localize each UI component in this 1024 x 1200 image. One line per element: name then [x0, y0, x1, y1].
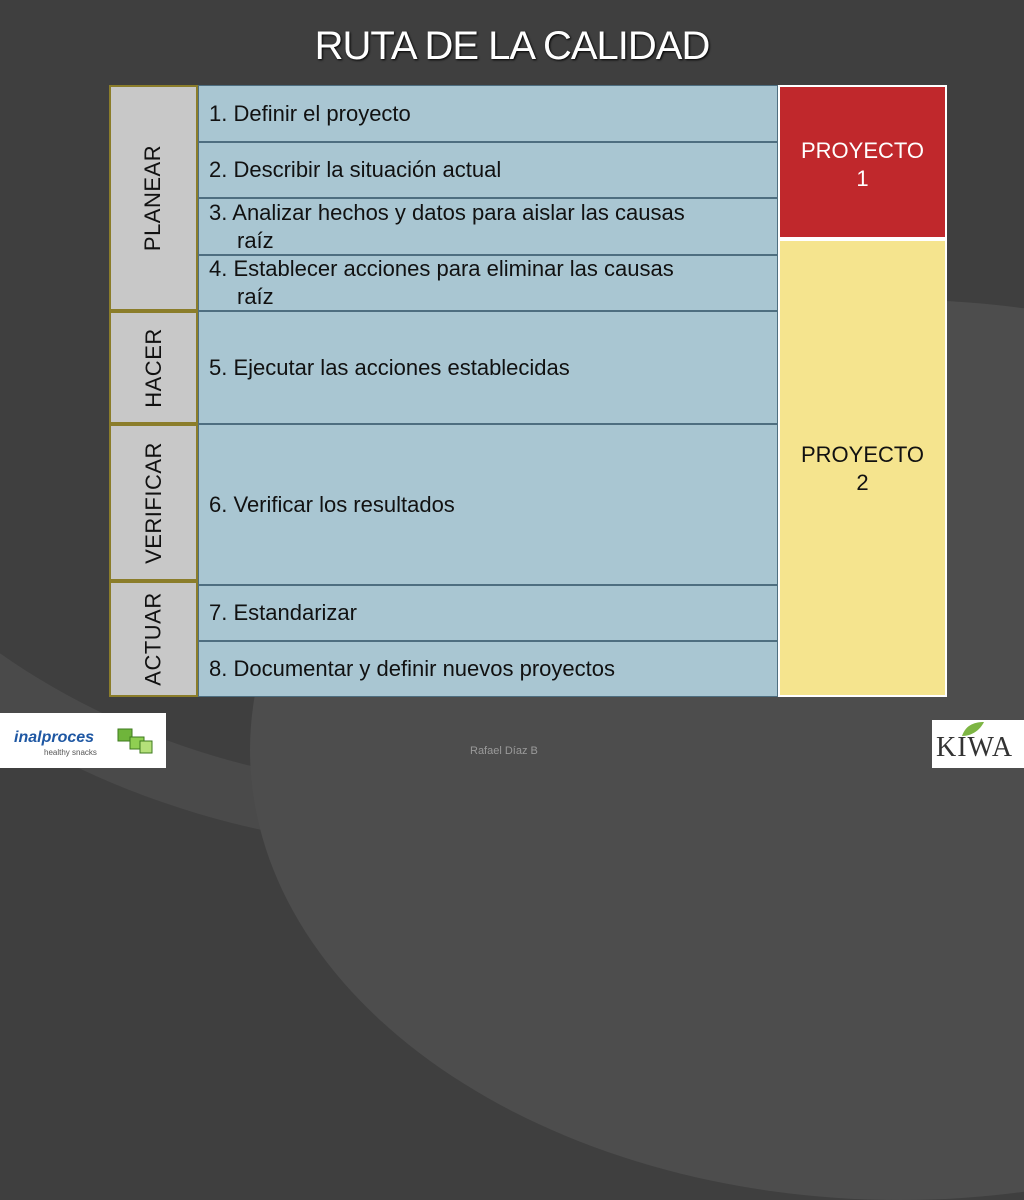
- step-number: 1.: [209, 100, 228, 126]
- kiwa-logo: [932, 720, 1024, 768]
- phase-actuar: [109, 581, 198, 697]
- step-row: [198, 585, 778, 641]
- project-2-cell: [778, 239, 947, 697]
- logo-text: KIWA: [936, 732, 1014, 763]
- phase-hacer: [109, 311, 198, 424]
- project-label: PROYECTO: [800, 442, 925, 467]
- phase-planear: [109, 85, 198, 311]
- step-number: 2.: [209, 157, 228, 182]
- step-row: [198, 311, 778, 424]
- step-row: [198, 424, 778, 585]
- phase-verificar: [109, 424, 198, 581]
- step-text: Definir el proyecto: [233, 100, 411, 126]
- phase-label: ACTUAR: [140, 592, 166, 686]
- project-number: 1: [856, 166, 869, 191]
- step-text-continued: raíz: [237, 284, 274, 309]
- step-row: [198, 85, 778, 142]
- step-number: 8.: [209, 656, 228, 681]
- step-text: Documentar y definir nuevos proyectos: [233, 656, 616, 681]
- project-1-cell: [778, 85, 947, 239]
- step-row: [198, 198, 778, 255]
- phase-label: VERIFICAR: [140, 441, 166, 564]
- author-footer: Rafael Díaz B: [470, 745, 538, 757]
- step-text: Analizar hechos y datos para aislar las causas: [232, 199, 685, 225]
- step-number: 7.: [209, 600, 228, 625]
- step-number: 5.: [209, 354, 228, 380]
- phase-label: HACER: [140, 327, 166, 408]
- step-number: 4.: [209, 256, 228, 281]
- logo-mark-icon: [116, 727, 154, 757]
- step-number: 3.: [209, 199, 228, 225]
- step-row: [198, 641, 778, 697]
- project-number: 2: [856, 470, 869, 495]
- step-number: 6.: [209, 491, 228, 517]
- quality-route-table: [109, 85, 947, 697]
- step-text: Verificar los resultados: [233, 491, 455, 517]
- inalproces-logo: [0, 713, 166, 768]
- phase-label: PLANEAR: [140, 144, 166, 252]
- slide-title: RUTA DE LA CALIDAD: [314, 24, 710, 68]
- logo-text: inalproces: [14, 729, 95, 746]
- project-label: PROYECTO: [800, 138, 925, 163]
- step-text: Ejecutar las acciones establecidas: [233, 354, 570, 380]
- step-text: Describir la situación actual: [233, 157, 502, 182]
- step-text: Estandarizar: [233, 600, 357, 625]
- step-row: [198, 255, 778, 311]
- step-text: Establecer acciones para eliminar las causas: [233, 256, 674, 281]
- logo-subtext: healthy snacks: [44, 748, 97, 757]
- step-row: [198, 142, 778, 198]
- step-text-continued: raíz: [237, 227, 274, 253]
